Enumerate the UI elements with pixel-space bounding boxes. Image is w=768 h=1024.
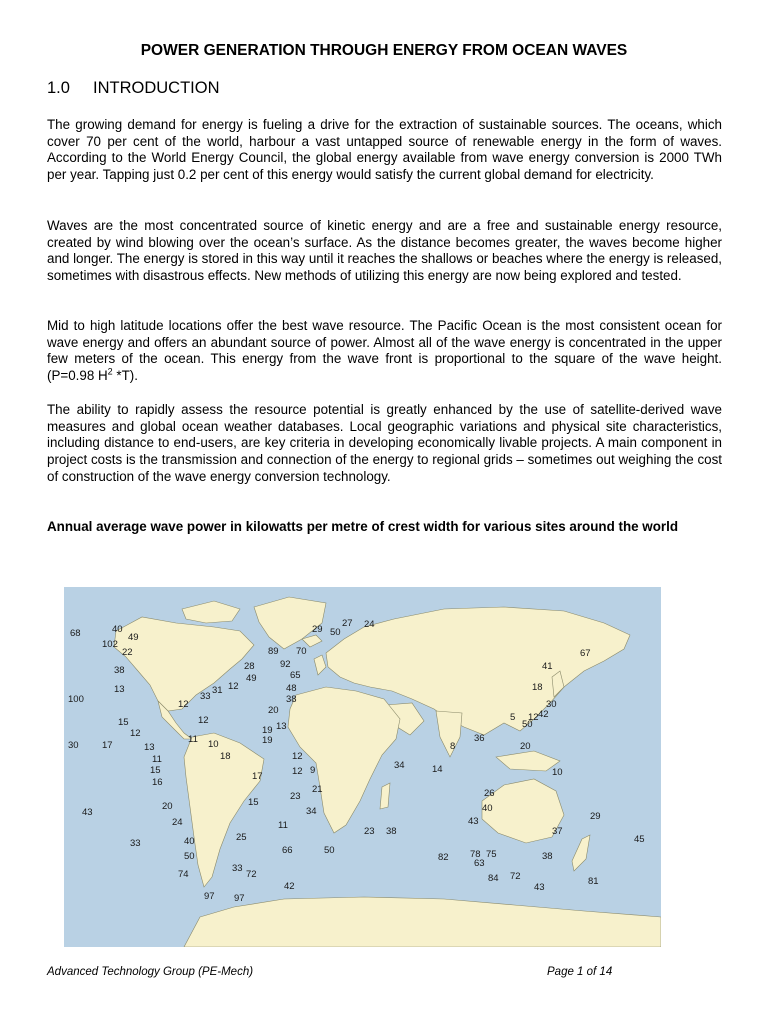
wave-power-value: 12: [198, 715, 209, 726]
wave-power-value: 75: [486, 849, 497, 860]
wave-power-value: 12: [528, 712, 539, 723]
wave-power-value: 18: [220, 751, 231, 762]
wave-power-value: 33: [130, 838, 141, 849]
wave-power-value: 18: [532, 682, 543, 693]
wave-power-value: 13: [276, 721, 287, 732]
wave-power-value: 11: [152, 754, 162, 765]
wave-power-value: 10: [552, 767, 563, 778]
wave-power-value: 50: [522, 719, 533, 730]
wave-power-value: 12: [292, 751, 303, 762]
wave-power-value: 20: [520, 741, 531, 752]
wave-power-value: 13: [144, 742, 155, 753]
paragraph-4: The ability to rapidly assess the resource potential is greatly enhanced by the use of satellite-derived wave measures and global ocean weather databases. Local geographic variations and physical site characteristics, including distance to end-users, are key criteria in developing economically livable projects. A main component in project costs is the transmission and connection of the energy to regional grids – sometimes out weighing the cost of construction of the wave energy conversion technology.: [47, 402, 722, 484]
wave-power-value: 84: [488, 873, 499, 884]
wave-power-value: 22: [122, 647, 133, 658]
wave-power-value: 40: [184, 836, 195, 847]
map-caption: Annual average wave power in kilowatts per metre of crest width for various sites around the world: [47, 519, 679, 534]
wave-power-value: 68: [70, 628, 81, 639]
wave-power-value: 34: [394, 760, 405, 771]
wave-power-value: 15: [150, 765, 161, 776]
wave-power-value: 40: [112, 624, 123, 635]
paragraph-3: [47, 318, 722, 385]
wave-power-value: 23: [364, 826, 375, 837]
wave-power-value: 43: [82, 807, 93, 818]
wave-power-value: 78: [470, 849, 481, 860]
wave-power-value: 81: [588, 876, 599, 887]
wave-power-value: 33: [232, 863, 243, 874]
wave-power-value: 38: [386, 826, 397, 837]
wave-power-value: 27: [342, 618, 353, 629]
wave-power-value: 72: [510, 871, 521, 882]
wave-power-world-map: [64, 587, 661, 947]
wave-power-value: 11: [278, 820, 288, 831]
wave-power-value: 41: [542, 661, 553, 672]
wave-power-value: 40: [482, 803, 493, 814]
wave-power-value: 17: [252, 771, 263, 782]
wave-power-value: 9: [310, 765, 316, 776]
wave-power-value: 29: [590, 811, 601, 822]
wave-power-value: 33: [200, 691, 211, 702]
wave-power-value: 67: [580, 648, 591, 659]
wave-power-value: 38: [114, 665, 125, 676]
wave-power-value: 24: [172, 817, 183, 828]
wave-power-value: 70: [296, 646, 307, 657]
paragraph-3-text: Mid to high latitude locations offer the best wave resource. The Pacific Ocean is the most consistent ocean for wave energy and offers an abundant source of power. Almost all of the wave energy is concentrated in the upper few meters of the ocean. This energy from the wave front is proportional to the square of the wave height.: [47, 318, 722, 367]
footer-organization: Advanced Technology Group (PE-Mech): [47, 966, 254, 978]
wave-power-value: 49: [246, 673, 257, 684]
wave-power-value: 20: [268, 705, 279, 716]
wave-power-value: 12: [178, 699, 189, 710]
wave-power-value: 66: [282, 845, 293, 856]
wave-power-value: 74: [178, 869, 189, 880]
wave-power-value: 89: [268, 646, 279, 657]
wave-power-value: 34: [306, 806, 317, 817]
wave-power-value: 43: [534, 882, 545, 893]
wave-power-value: 37: [552, 826, 563, 837]
wave-power-value: 12: [228, 681, 239, 692]
wave-power-value: 100: [68, 694, 84, 705]
wave-power-value: 31: [212, 685, 223, 696]
paragraph-1: The growing demand for energy is fueling a drive for the extraction of sustainable sources. The oceans, which cover 70 per cent of the world, harbour a vast untapped source of renewable energy in the form of waves. According to the World Energy Council, the global energy available from wave energy conversion is 2000 TWh per year. Tapping just 0.2 per cent of this energy would satisfy the current global demand for electricity.: [47, 117, 722, 183]
wave-power-value: 50: [184, 851, 195, 862]
section-number: 1.0: [47, 79, 70, 97]
paragraph-2: Waves are the most concentrated source of kinetic energy and are a free and sustainable energy resource, created by wind blowing over the ocean’s surface. As the distance becomes greater, the waves become higher and longer. The energy is stored in this way until it reaches the shallows or beaches where the energy is released, sometimes with disastrous effects. New methods of utilizing this energy are now being explored and tested.: [47, 218, 722, 284]
wave-power-value: 11: [188, 734, 198, 745]
wave-power-value: 19: [262, 725, 273, 736]
wave-power-value: 42: [284, 881, 295, 892]
wave-power-value: 14: [432, 764, 443, 775]
wave-power-value: 43: [468, 816, 479, 827]
wave-power-value: 19: [262, 735, 273, 746]
wave-power-value: 15: [118, 717, 129, 728]
wave-power-value: 24: [364, 619, 375, 630]
wave-power-value: 38: [542, 851, 553, 862]
wave-power-value: 12: [292, 766, 303, 777]
wave-power-value: 72: [246, 869, 257, 880]
wave-power-value: 15: [248, 797, 259, 808]
wave-power-value: 97: [234, 893, 245, 904]
wave-power-value: 45: [634, 834, 645, 845]
wave-power-formula: (P=0.98 $H^2$ *T).: [47, 366, 138, 384]
wave-power-value: 92: [280, 659, 291, 670]
section-heading: [47, 79, 220, 98]
wave-power-value: 97: [204, 891, 215, 902]
wave-power-value: 29: [312, 624, 323, 635]
wave-power-value: 30: [68, 740, 79, 751]
wave-power-value: 16: [152, 777, 163, 788]
wave-power-value: 13: [114, 684, 125, 695]
wave-power-value: 23: [290, 791, 301, 802]
wave-power-value: 20: [162, 801, 173, 812]
wave-power-value: 63: [474, 858, 485, 869]
section-title: INTRODUCTION: [93, 79, 220, 97]
wave-power-value: 38: [286, 694, 297, 705]
wave-power-value: 82: [438, 852, 449, 863]
wave-power-value: 50: [324, 845, 335, 856]
wave-power-value: 36: [474, 733, 485, 744]
wave-power-value: 102: [102, 639, 118, 650]
wave-power-value: 42: [538, 709, 549, 720]
wave-power-value: 25: [236, 832, 247, 843]
wave-power-value: 17: [102, 740, 113, 751]
wave-power-value: 50: [330, 627, 341, 638]
wave-power-value: 10: [208, 739, 219, 750]
wave-power-value: 12: [130, 728, 141, 739]
wave-power-value: 65: [290, 670, 301, 681]
wave-power-value: 48: [286, 683, 297, 694]
footer-page-number: Page 1 of 14: [547, 966, 613, 978]
wave-power-value: 26: [484, 788, 495, 799]
document-title: POWER GENERATION THROUGH ENERGY FROM OCEAN WAVES: [140, 42, 628, 59]
wave-power-value: 21: [312, 784, 323, 795]
wave-power-value: 5: [510, 712, 516, 723]
wave-power-value: 49: [128, 632, 139, 643]
wave-power-value: 8: [450, 741, 456, 752]
wave-power-value: 28: [244, 661, 255, 672]
wave-power-value: 30: [546, 699, 557, 710]
